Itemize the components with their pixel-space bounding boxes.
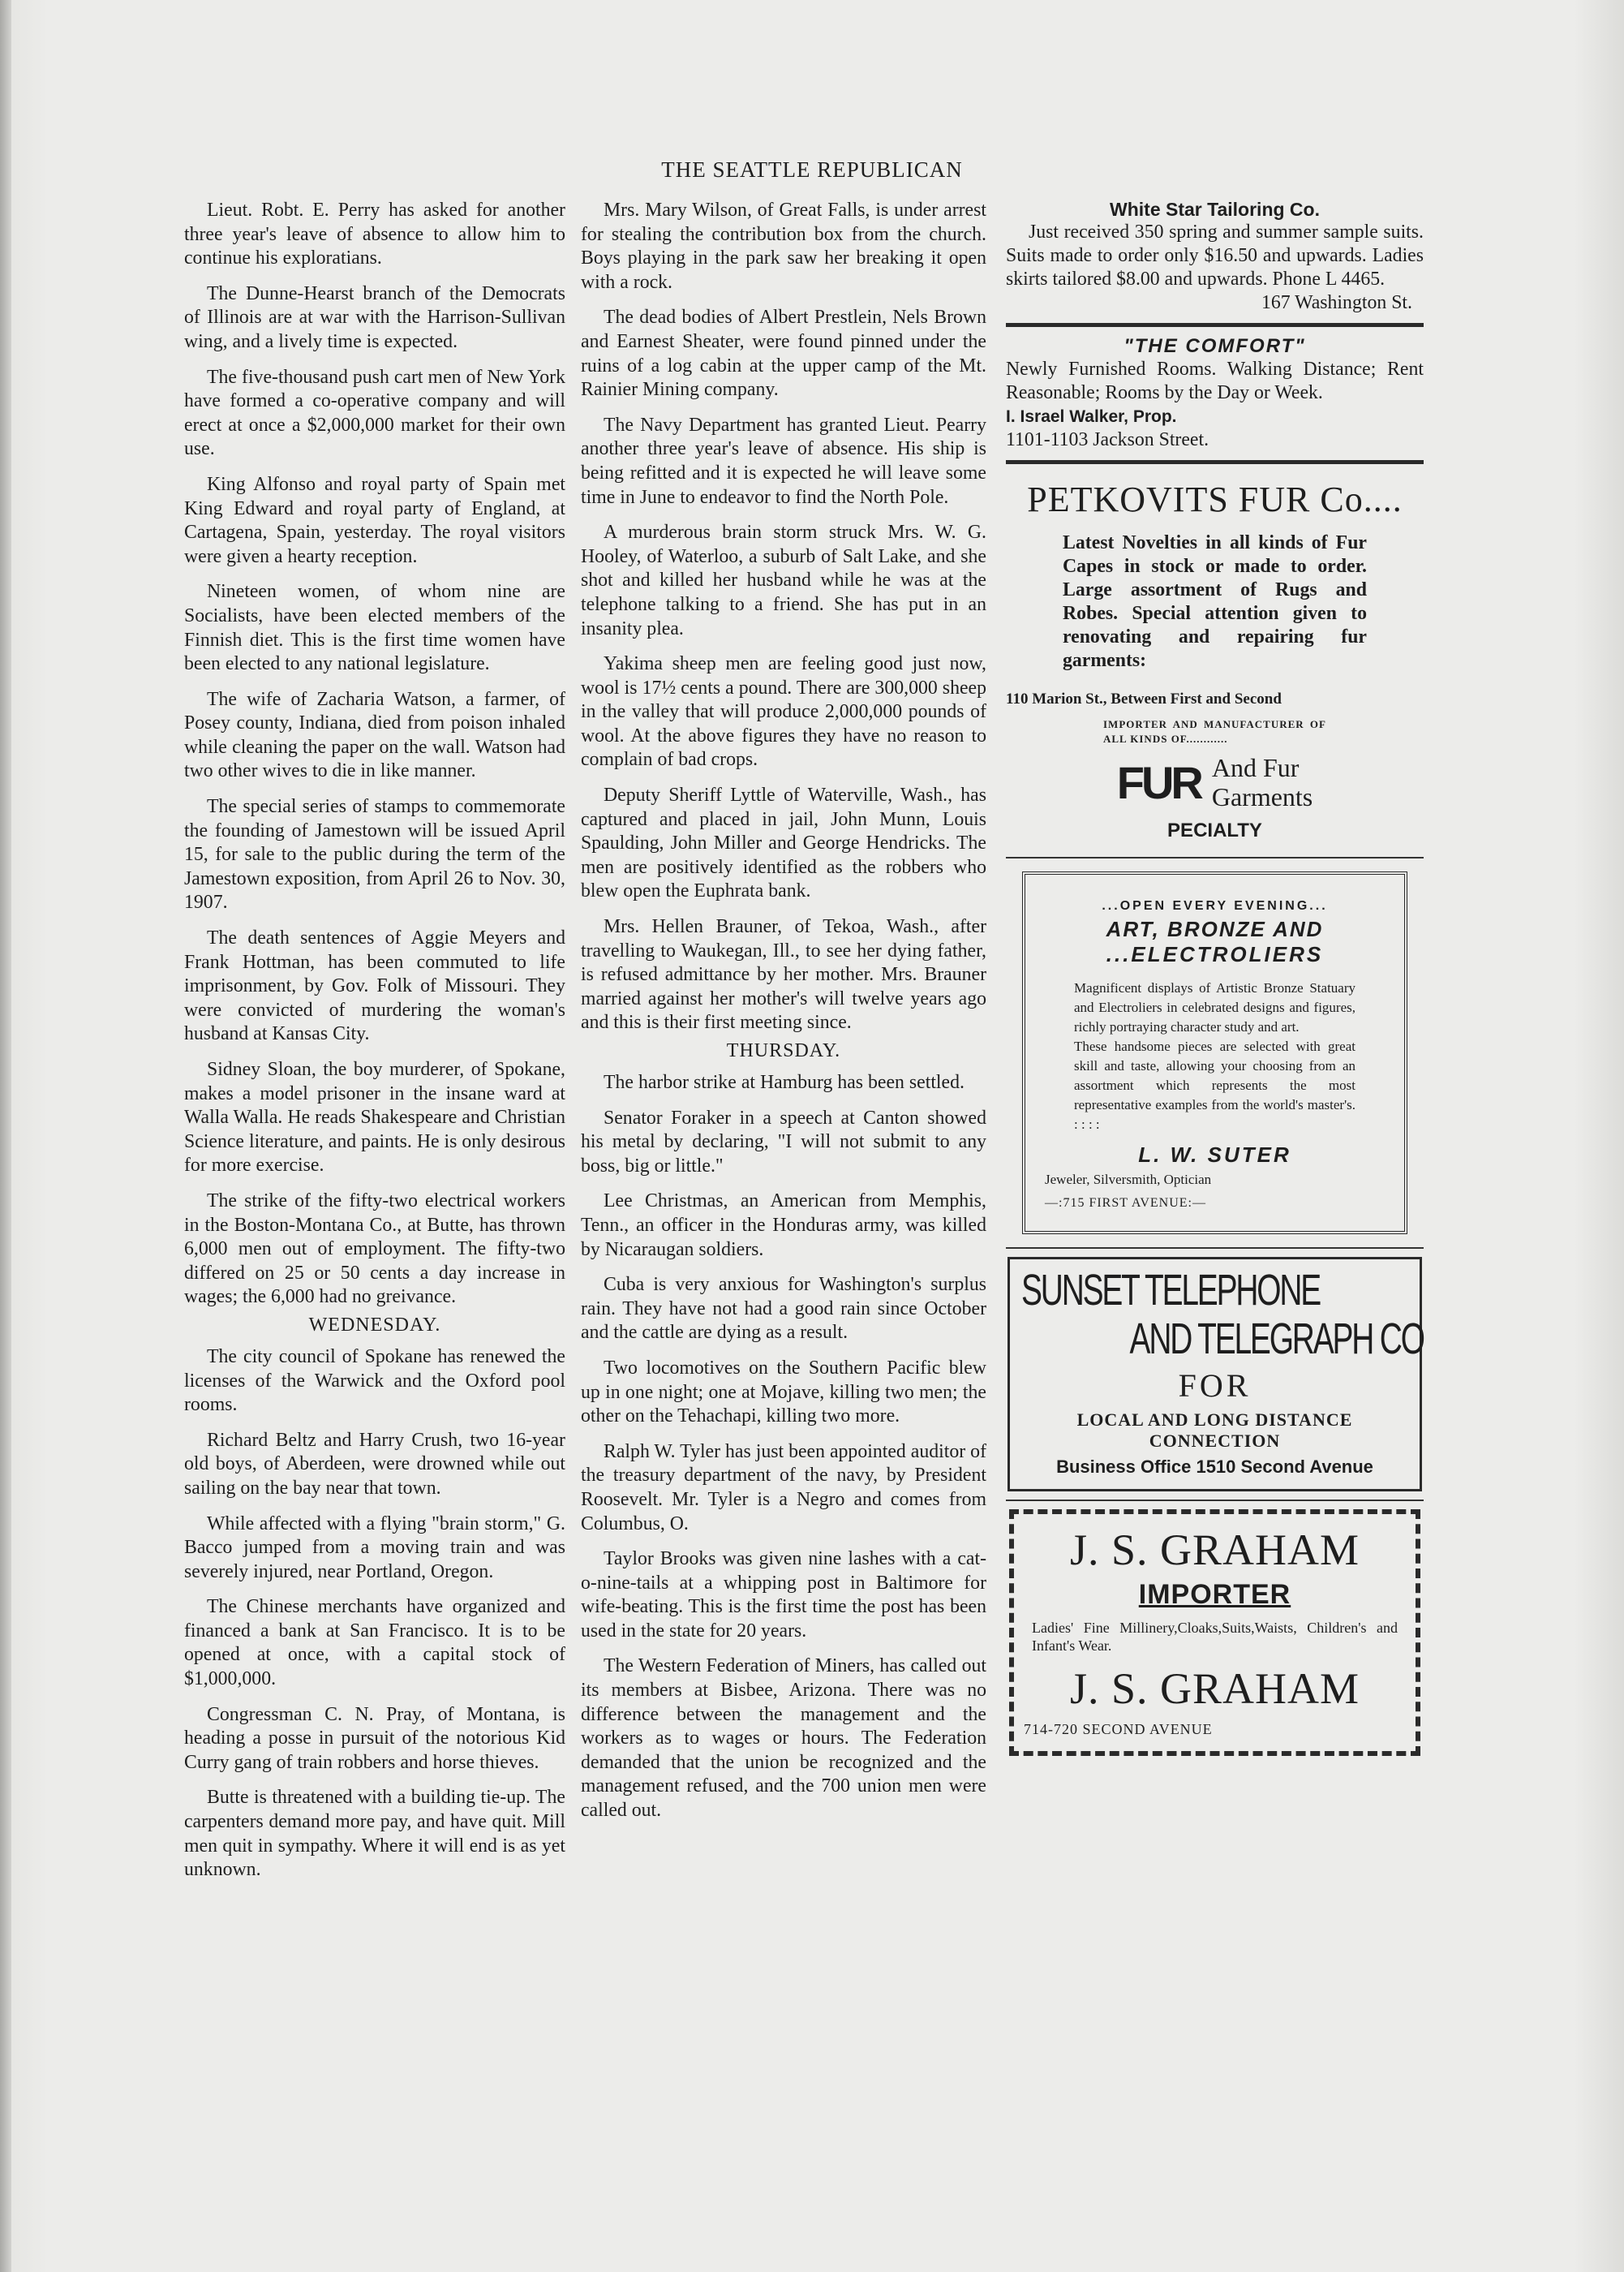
fur-line-1: And Fur (1211, 753, 1300, 782)
ad-body: Newly Furnished Rooms. Walking Distance; Rent Reasonable; Rooms by the Day or Week. (1006, 359, 1424, 403)
ad-importer-line: IMPORTER AND MANUFACTURER OF ALL KINDS OF............ (1103, 718, 1326, 745)
ad-proprietor: I. Israel Walker, Prop. (1006, 407, 1177, 426)
divider (1006, 1500, 1424, 1501)
ad-name: J. S. GRAHAM (1069, 1525, 1360, 1574)
ad-l-w-suter (1022, 871, 1407, 1234)
ad-address: 714-720 SECOND AVENUE (1024, 1721, 1213, 1737)
divider (1006, 1247, 1424, 1249)
ad-service-line-1: LOCAL AND LONG DISTANCE (1076, 1409, 1353, 1430)
ad-headline-2: ...ELECTROLIERS (1106, 942, 1324, 966)
news-column-1 (184, 199, 565, 1894)
ad-body: Latest Novelties in all kinds of Fur Capes in stock or made to order. Large assortment of Rugs and Robes. Special attention given to renovating and repairing fur garments: (1063, 532, 1367, 671)
ad-title: PETKOVITS FUR Co.... (1027, 480, 1403, 519)
fur-garments-block (1006, 753, 1424, 811)
news-item: The strike of the fifty-two electrical workers in the Boston-Montana Co., at Butte, has thrown 6,000 men out of employment. The fifty-two differed on 25 or 50 cents a day increase in wages; the 6,000 had no greivance. (184, 1190, 565, 1308)
ad-goods: Ladies' Fine Millinery,Cloaks,Suits,Waists, Children's and Infant's Wear. (1032, 1620, 1398, 1654)
masthead: THE SEATTLE REPUBLICAN (661, 157, 963, 182)
ad-service-line-2: CONNECTION (1149, 1431, 1281, 1451)
ad-the-comfort (1006, 335, 1424, 452)
page-binding-edge (0, 0, 11, 2272)
news-item: Deputy Sheriff Lyttle of Waterville, Wash., has captured and placed in jail, John Munn, Louis Spaulding, John Miller and George Hendricks. The men are positively identified as the robbers who blew open the Euphrata bank. (581, 785, 986, 902)
ad-business-name: L. W. SUTER (1138, 1142, 1291, 1167)
fur-garments-text (1212, 753, 1313, 811)
ad-title-line-2-text: AND TELEGRAPH CO (1129, 1315, 1424, 1363)
news-item: Sidney Sloan, the boy murderer, of Spokane, makes a model prisoner in the insane ward at Walla Walla. He reads Shakespeare and Christian Science literature, and paints. He is only desirous for more exercise. (184, 1059, 565, 1177)
ad-sunset-telephone (1007, 1257, 1422, 1491)
ad-address: 1101-1103 Jackson Street. (1006, 429, 1209, 450)
news-item: Yakima sheep men are feeling good just now, wool is 17½ cents a pound. There are 300,000 sheep in the valley that will produce 2,000,000 pounds of wool. At the above figures they have no reason to complain of bad crops. (581, 653, 986, 771)
news-item: Nineteen women, of whom nine are Socialists, have been elected members of the Finnish diet. This is the first time women have been elected to any national legislature. (184, 581, 565, 675)
ad-address: —:715 FIRST AVENUE:— (1045, 1196, 1206, 1210)
ad-title: White Star Tailoring Co. (1110, 199, 1320, 220)
news-item: The death sentences of Aggie Meyers and Frank Hottman, has been commuted to life imprisonment, by Gov. Folk of Missouri. They were convicted of murdering the woman's husband at Kansas City. (184, 927, 565, 1045)
ad-title: "THE COMFORT" (1123, 335, 1306, 357)
section-heading-wednesday: WEDNESDAY. (308, 1314, 441, 1336)
divider (1006, 857, 1424, 858)
news-item: The wife of Zacharia Watson, a farmer, of Posey county, Indiana, died from poison inhaled while cleaning the paper on the wall. Watson had two other wives to die in like manner. (184, 688, 565, 782)
ad-headline-1: ART, BRONZE AND (1106, 917, 1324, 941)
ad-for: FOR (1178, 1367, 1252, 1404)
news-item: Lieut. Robt. E. Perry has asked for another three year's leave of absence to allow him to continue his exploratians. (184, 200, 565, 269)
ad-body-2: These handsome pieces are selected with great skill and taste, allowing your choosing from an assortment which represents the most representative examples from the world's master's. : : : : (1074, 1039, 1355, 1132)
ad-office: Business Office 1510 Second Avenue (1056, 1457, 1373, 1477)
divider (1006, 460, 1424, 464)
news-item: Richard Beltz and Harry Crush, two 16-year old boys, of Aberdeen, were drowned while out sailing on the bay near that town. (184, 1429, 565, 1499)
ad-j-s-graham (1009, 1509, 1420, 1756)
ad-address: 110 Marion St., Between First and Second (1006, 691, 1282, 708)
news-item: The dead bodies of Albert Prestlein, Nels Brown and Earnest Sheater, were found pinned under the ruins of a log cabin at the upper camp of the Mt. Rainier Mining company. (581, 307, 986, 401)
news-column-2 (581, 199, 986, 1835)
news-item: Taylor Brooks was given nine lashes with a cat-o-nine-tails at a whipping post in Baltimore for wife-beating. This is the first time the post has been used in the state for 20 years. (581, 1548, 986, 1642)
news-item: Butte is threatened with a building tie-up. The carpenters demand more pay, and have quit. Mill men quit in sympathy. Where it will end is as yet unknown. (184, 1787, 565, 1881)
news-item: While affected with a flying "brain storm," G. Bacco jumped from a moving train and was severely injured, near Portland, Oregon. (184, 1513, 565, 1582)
ad-petkovits-fur (1006, 479, 1424, 842)
fur-large-label: FUR (1116, 756, 1201, 808)
news-item: The Dunne-Hearst branch of the Democrats of Illinois are at war with the Harrison-Sullivan wing, and a lively time is expected. (184, 282, 565, 352)
news-item: King Alfonso and royal party of Spain met King Edward and royal party of England, at Cartagena, Spain, yesterday. The royal visitors were given a hearty reception. (184, 473, 565, 567)
news-item: The Western Federation of Miners, has called out its members at Bisbee, Arizona. There was no difference between the management and the workers as to wages or hours. The Federation demanded that the union be recognized and the management refused, and the 700 union men were called out. (581, 1655, 986, 1822)
ad-title-line-2 (1129, 1315, 1424, 1363)
news-item: The five-thousand push cart men of New York have formed a co-operative company and will erect at once a $2,000,000 market for their own use. (184, 366, 565, 460)
advertisements-column (1006, 199, 1424, 1761)
ad-address: 167 Washington St. (1261, 292, 1412, 313)
news-item: The Chinese merchants have organized and financed a bank at San Francisco. It is to be opened at once, with a capital stock of $1,000,000. (184, 1596, 565, 1690)
section-heading-thursday: THURSDAY. (726, 1040, 841, 1061)
specialty-label: PECIALTY (1167, 820, 1262, 841)
news-item: Two locomotives on the Southern Pacific blew up in one night; one at Mojave, killing two men; the other on the Tehachapi, killing two more. (581, 1357, 986, 1427)
ad-open-line: ...OPEN EVERY EVENING... (1102, 899, 1328, 913)
ad-name-2: J. S. GRAHAM (1069, 1664, 1360, 1713)
news-item: Senator Foraker in a speech at Canton showed his metal by declaring, "I will not submit to any boss, big or little." (581, 1107, 986, 1177)
ad-title-line-1 (1021, 1266, 1321, 1315)
divider (1006, 323, 1424, 327)
news-item: Mrs. Hellen Brauner, of Tekoa, Wash., after travelling to Waukegan, Ill., to see her dying father, is refused admittance by her mother. Mrs. Brauner married against her mother's will twelve years ago and this is their first meeting since. (581, 916, 986, 1034)
news-item: The Navy Department has granted Lieut. Pearry another three year's leave of absence. His ship is being refitted and it is expected he will leave some time in June to endeavor to find the North Pole. (581, 414, 986, 508)
news-item: Lee Christmas, an American from Memphis, Tenn., an officer in the Honduras army, was killed by Nicaraugan soldiers. (581, 1190, 986, 1260)
ad-body: Just received 350 spring and summer sample suits. Suits made to order only $16.50 and upwards. Ladies skirts tailored $8.00 and upwards. Phone L 4465. (1006, 222, 1424, 290)
ad-body-1: Magnificent displays of Artistic Bronze Statuary and Electroliers in celebrated designs and figures, richly portraying character study and art. (1074, 980, 1355, 1035)
news-item: The city council of Spokane has renewed the licenses of the Warwick and the Oxford pool rooms. (184, 1345, 565, 1416)
news-item: A murderous brain storm struck Mrs. W. G. Hooley, of Waterloo, a suburb of Salt Lake, and she shot and killed her husband while he was at the telephone talking to a friend. She has put in an insanity plea. (581, 522, 986, 639)
news-item: The special series of stamps to commemorate the founding of Jamestown will be issued April 15, for sale to the public during the term of the Jamestown exposition, from April 26 to Nov. 30, 1907. (184, 796, 565, 914)
ad-white-star-tailoring (1006, 199, 1424, 315)
ad-title-line-1-text: SUNSET TELEPHONE (1021, 1266, 1321, 1315)
ad-trade: Jeweler, Silversmith, Optician (1045, 1172, 1212, 1187)
news-item: Congressman C. N. Pray, of Montana, is heading a posse in pursuit of the notorious Kid Curry gang of train robbers and horse thieves. (184, 1703, 565, 1773)
news-item: Mrs. Mary Wilson, of Great Falls, is under arrest for stealing the contribution box from the church. Boys playing in the park saw her breaking it open with a rock. (581, 200, 986, 293)
news-item: The harbor strike at Hamburg has been settled. (604, 1072, 965, 1093)
news-item: Cuba is very anxious for Washington's surplus rain. They have not had a good rain since October and the cattle are dying as a result. (581, 1274, 986, 1344)
news-item: Ralph W. Tyler has just been appointed auditor of the treasury department of the navy, by President Roosevelt. Mr. Tyler is a Negro and comes from Columbus, O. (581, 1440, 986, 1534)
fur-line-2: Garments (1211, 782, 1313, 811)
ad-importer: IMPORTER (1138, 1579, 1291, 1610)
